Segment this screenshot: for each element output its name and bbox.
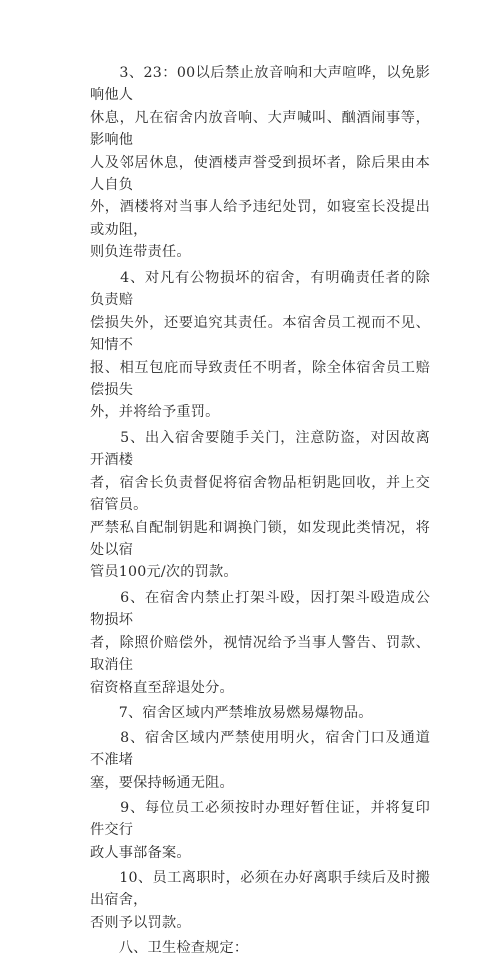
paragraph-rule-10: 10、员工离职时，必须在办好离职手续后及时搬出宿舍， 否则予以罚款。 bbox=[90, 870, 430, 931]
paragraph-rule-8: 8、宿舍区域内严禁使用明火，宿舍门口及通道不准堵 塞，要保持畅通无阻。 bbox=[90, 730, 430, 791]
paragraph-rule-5: 5、出入宿舍要随手关门，注意防盗，对因故离开酒楼 者，宿舍长负责督促将宿舍物品柜钥匙回收，并上交宿管员。 严禁私自配制钥匙和调换门锁，如发现此类情况，将处以宿 管员100元/次的罚款。 bbox=[90, 430, 430, 581]
paragraph-rule-6: 6、在宿舍内禁止打架斗殴，因打架斗殴造成公物损坏 者，除照价赔偿外，视情况给予当事人警告、罚款、取消住 宿资格直至辞退处分。 bbox=[90, 590, 430, 696]
paragraph-rule-3: 3、23：00以后禁止放音响和大声喧哗，以免影响他人 休息，凡在宿舍内放音响、大声喊叫、酗酒闹事等，影响他 人及邻居休息，使酒楼声誉受到损坏者，除后果由本人自负 外，酒楼将对当事人给予违纪处罚，如寝室长没提出或劝阻， 则负连带责任。 bbox=[90, 65, 430, 261]
paragraph-rule-4: 4、对凡有公物损坏的宿舍，有明确责任者的除负责赔 偿损失外，还要追究其责任。本宿舍员工视而不见、知情不 报、相互包庇而导致责任不明者，除全体宿舍员工赔偿损失 外，并将给予重罚。 bbox=[90, 270, 430, 421]
paragraph-rule-7: 7、宿舍区域内严禁堆放易燃易爆物品。 bbox=[90, 705, 373, 721]
section-heading-hygiene: 八、卫生检查规定： bbox=[90, 940, 249, 956]
paragraph-rule-9: 9、每位员工必须按时办理好暂住证，并将复印件交行 政人事部备案。 bbox=[90, 800, 430, 861]
